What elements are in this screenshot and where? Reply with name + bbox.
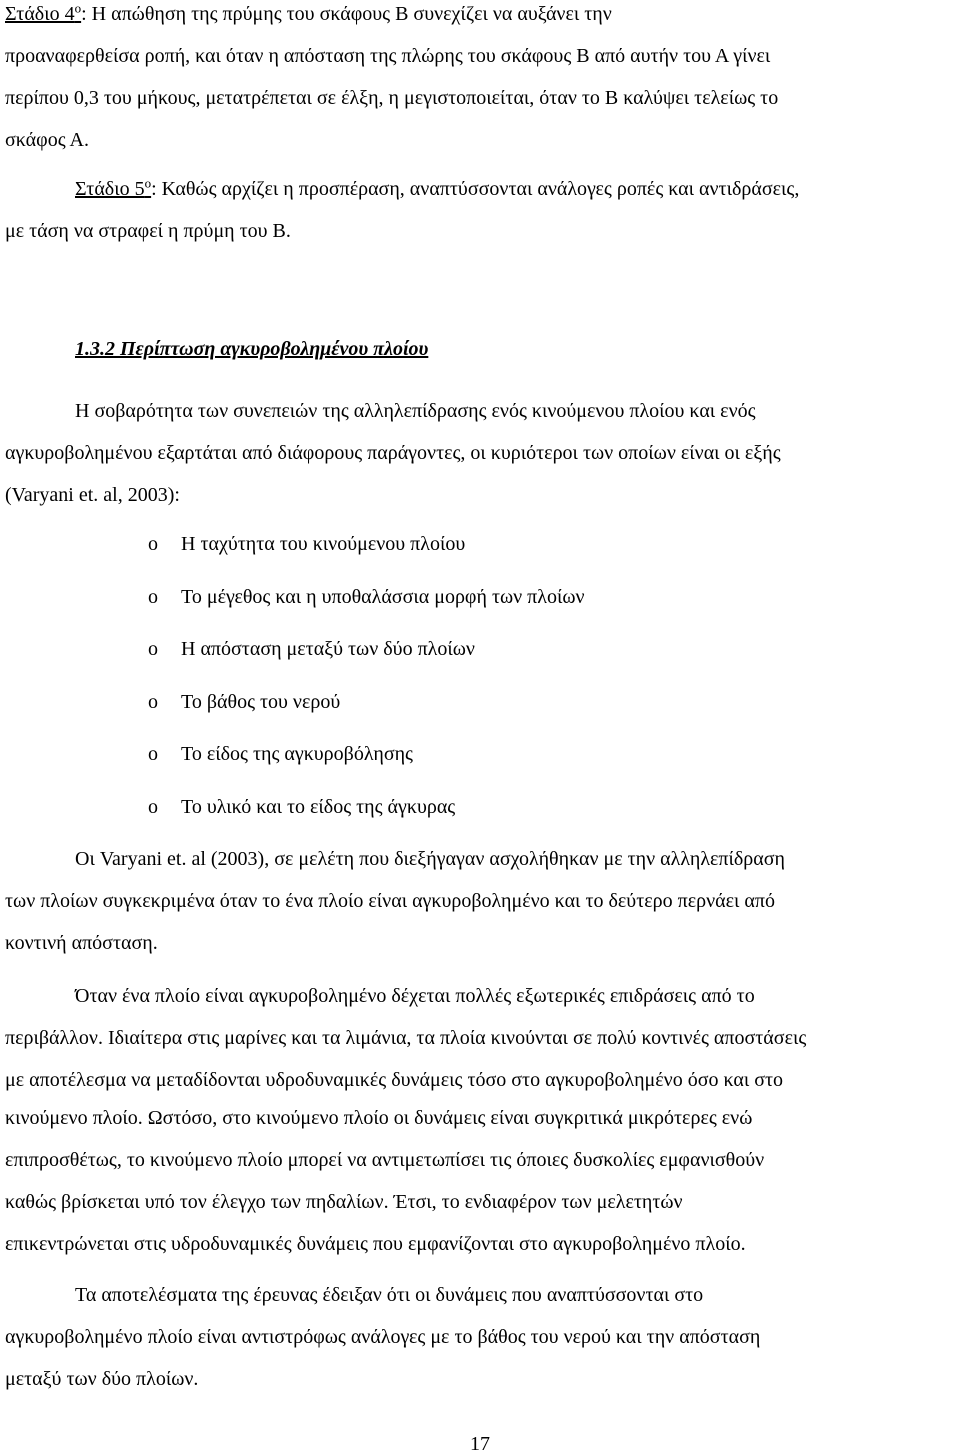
page-number: 17 xyxy=(470,1433,490,1455)
para3-line-2: αγκυροβολημένο πλοίο είναι αντιστρόφως ανάλογες με το βάθος του νερού και την απόσταση xyxy=(5,1326,761,1348)
bullet-marker: o xyxy=(148,638,158,660)
para2-line-5: επιπροσθέτως, το κινούμενο πλοίο μπορεί να αντιμετωπίσει τις όποιες δυσκολίες εμφανισθούν xyxy=(5,1149,765,1171)
para3-line-3: μεταξύ των δύο πλοίων. xyxy=(5,1368,199,1390)
stage4-line-4: σκάφος Α. xyxy=(5,129,89,151)
bullet-marker: o xyxy=(148,533,158,555)
bullet-marker: o xyxy=(148,743,158,765)
bullet-text: Το μέγεθος και η υποθαλάσσια μορφή των πλοίων xyxy=(181,586,585,608)
para3-line-1: Τα αποτελέσματα της έρευνας έδειξαν ότι οι δυνάμεις που αναπτύσσονται στο xyxy=(75,1284,704,1306)
bullet-marker: o xyxy=(148,586,158,608)
bullet-text: Το υλικό και το είδος της άγκυρας xyxy=(181,796,456,818)
bullet-text: Η απόσταση μεταξύ των δύο πλοίων xyxy=(181,638,475,660)
bullet-text: Το είδος της αγκυροβόλησης xyxy=(181,743,413,765)
intro-line-3: (Varyani et. al, 2003): xyxy=(5,484,180,506)
bullet-text: Η ταχύτητα του κινούμενου πλοίου xyxy=(181,533,466,555)
para1-line-1: Οι Varyani et. al (2003), σε μελέτη που διεξήγαγαν ασχολήθηκαν με την αλληλεπίδραση xyxy=(75,848,786,870)
stage5-line-1: Στάδιο $5^o$: Καθώς αρχίζει η προσπέραση, αναπτύσσονται ανάλογες ροπές και αντιδράσεις, xyxy=(75,175,800,200)
para2-line-2: περιβάλλον. Ιδιαίτερα στις μαρίνες και τα λιμάνια, τα πλοία κινούνται σε πολύ κοντινές αποστάσεις xyxy=(5,1027,807,1049)
para2-line-4: κινούμενο πλοίο. Ωστόσο, στο κινούμενο πλοίο οι δυνάμεις είναι συγκριτικά μικρότερες ενώ xyxy=(5,1107,753,1129)
intro-line-1: Η σοβαρότητα των συνεπειών της αλληλεπίδρασης ενός κινούμενου πλοίου και ενός xyxy=(75,400,756,422)
section-heading: 1.3.2 Περίπτωση αγκυροβολημένου πλοίου xyxy=(75,338,429,360)
stage5-line-2: με τάση να στραφεί η πρύμη του Β. xyxy=(5,220,291,242)
stage4-line-2: προαναφερθείσα ροπή, και όταν η απόσταση της πλώρης του σκάφους Β από αυτήν του Α γίνει xyxy=(5,45,771,67)
stage4-line-1: Στάδιο $4^o$: Η απώθηση της πρύμης του σκάφους Β συνεχίζει να αυξάνει την xyxy=(5,0,612,25)
para2-line-7: επικεντρώνεται στις υδροδυναμικές δυνάμεις που εμφανίζονται στο αγκυροβολημένο πλοίο. xyxy=(5,1233,746,1255)
para2-line-1: Όταν ένα πλοίο είναι αγκυροβολημένο δέχεται πολλές εξωτερικές επιδράσεις από το xyxy=(75,985,755,1007)
bullet-marker: o xyxy=(148,796,158,818)
stage4-label: Στάδιο $4^o$ xyxy=(5,0,82,25)
para2-line-3: με αποτέλεσμα να μεταδίδονται υδροδυναμικές δυνάμεις τόσο στο αγκυροβολημένο όσο και στο xyxy=(5,1069,784,1091)
para2-line-6: καθώς βρίσκεται υπό τον έλεγχο των πηδαλίων. Έτσι, το ενδιαφέρον των μελετητών xyxy=(5,1191,683,1213)
stage5-label: Στάδιο $5^o$ xyxy=(75,175,152,200)
para1-line-3: κοντινή απόσταση. xyxy=(5,932,158,954)
para1-line-2: των πλοίων συγκεκριμένα όταν το ένα πλοίο είναι αγκυροβολημένο και το δεύτερο περνάει από xyxy=(5,890,775,912)
bullet-text: Το βάθος του νερού xyxy=(181,691,341,713)
bullet-marker: o xyxy=(148,691,158,713)
stage4-line-3: περίπου 0,3 του μήκους, μετατρέπεται σε έλξη, η μεγιστοποιείται, όταν το Β καλύψει τελείως το xyxy=(5,87,779,109)
intro-line-2: αγκυροβολημένου εξαρτάται από διάφορους παράγοντες, οι κυριότεροι των οποίων είναι οι εξής xyxy=(5,442,781,464)
